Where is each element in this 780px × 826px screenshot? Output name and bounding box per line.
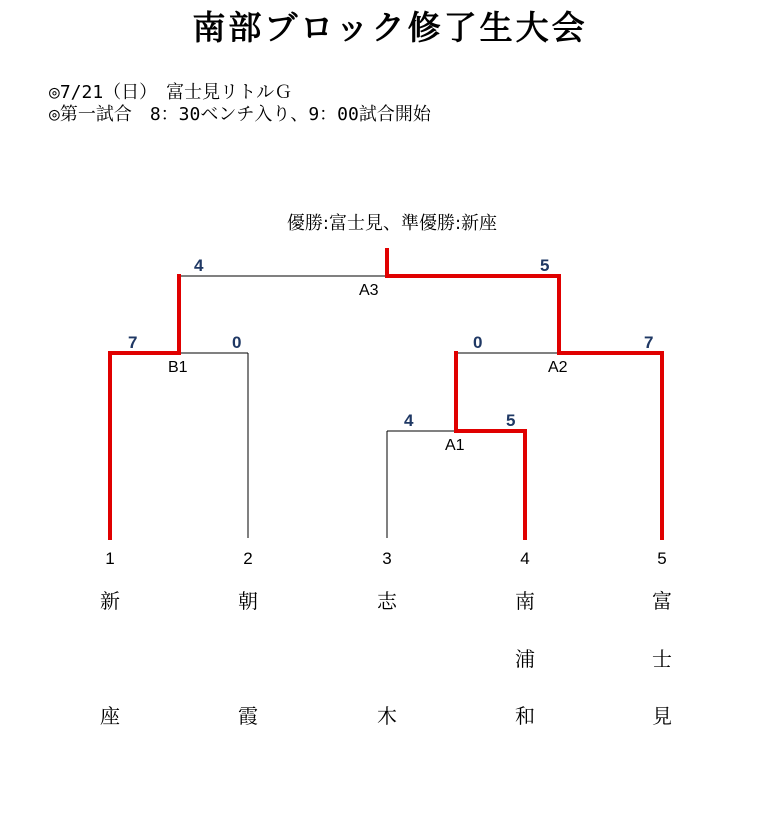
- info-line-date-venue: ◎7/21（日） 富士見リトルＧ: [49, 82, 293, 103]
- team-number-4: 4: [520, 549, 530, 568]
- score-b1-left: 7: [128, 333, 138, 352]
- score-a1-left: 4: [404, 411, 414, 430]
- team-number-3: 3: [382, 549, 392, 568]
- match-label-a2: A2: [548, 359, 568, 376]
- result-line: 優勝:富士見、準優勝:新座: [286, 213, 498, 234]
- team-name-4-char-3: 和: [515, 704, 535, 728]
- score-b1-right: 0: [232, 333, 242, 352]
- score-a2-left: 0: [473, 333, 483, 352]
- score-a1-right: 5: [506, 411, 516, 430]
- team-name-4-char-2: 浦: [515, 647, 535, 671]
- team-name-1-char-1: 新: [100, 589, 120, 613]
- score-a3-right: 5: [540, 256, 550, 275]
- team-name-2-char-3: 霞: [238, 704, 258, 728]
- team-name-1-char-3: 座: [100, 704, 120, 728]
- winner-path-team4: [456, 353, 525, 538]
- match-label-b1: B1: [168, 359, 188, 376]
- bracket-lines-red: [110, 250, 662, 538]
- match-label-a3: A3: [359, 282, 379, 299]
- team-name-2-char-1: 朝: [238, 589, 258, 613]
- winner-path-team1: [110, 276, 179, 538]
- team-name-4-char-1: 南: [515, 589, 535, 613]
- team-number-1: 1: [105, 549, 115, 568]
- match-label-a1: A1: [445, 437, 465, 454]
- team-name-5-char-3: 見: [652, 704, 672, 728]
- page-title: 南部ブロック修了生大会: [192, 8, 588, 47]
- score-a2-right: 7: [644, 333, 654, 352]
- team-name-3-char-3: 木: [377, 704, 397, 728]
- score-a3-left: 4: [194, 256, 204, 275]
- team-number-5: 5: [657, 549, 667, 568]
- bracket-lines-black: [179, 276, 559, 538]
- team-name-5-char-2: 士: [652, 647, 672, 671]
- team-number-2: 2: [243, 549, 253, 568]
- team-name-5-char-1: 富: [652, 589, 672, 613]
- info-line-schedule: ◎第一試合 8：30ベンチ入り、9：00試合開始: [49, 104, 431, 125]
- team-name-3-char-1: 志: [377, 589, 397, 613]
